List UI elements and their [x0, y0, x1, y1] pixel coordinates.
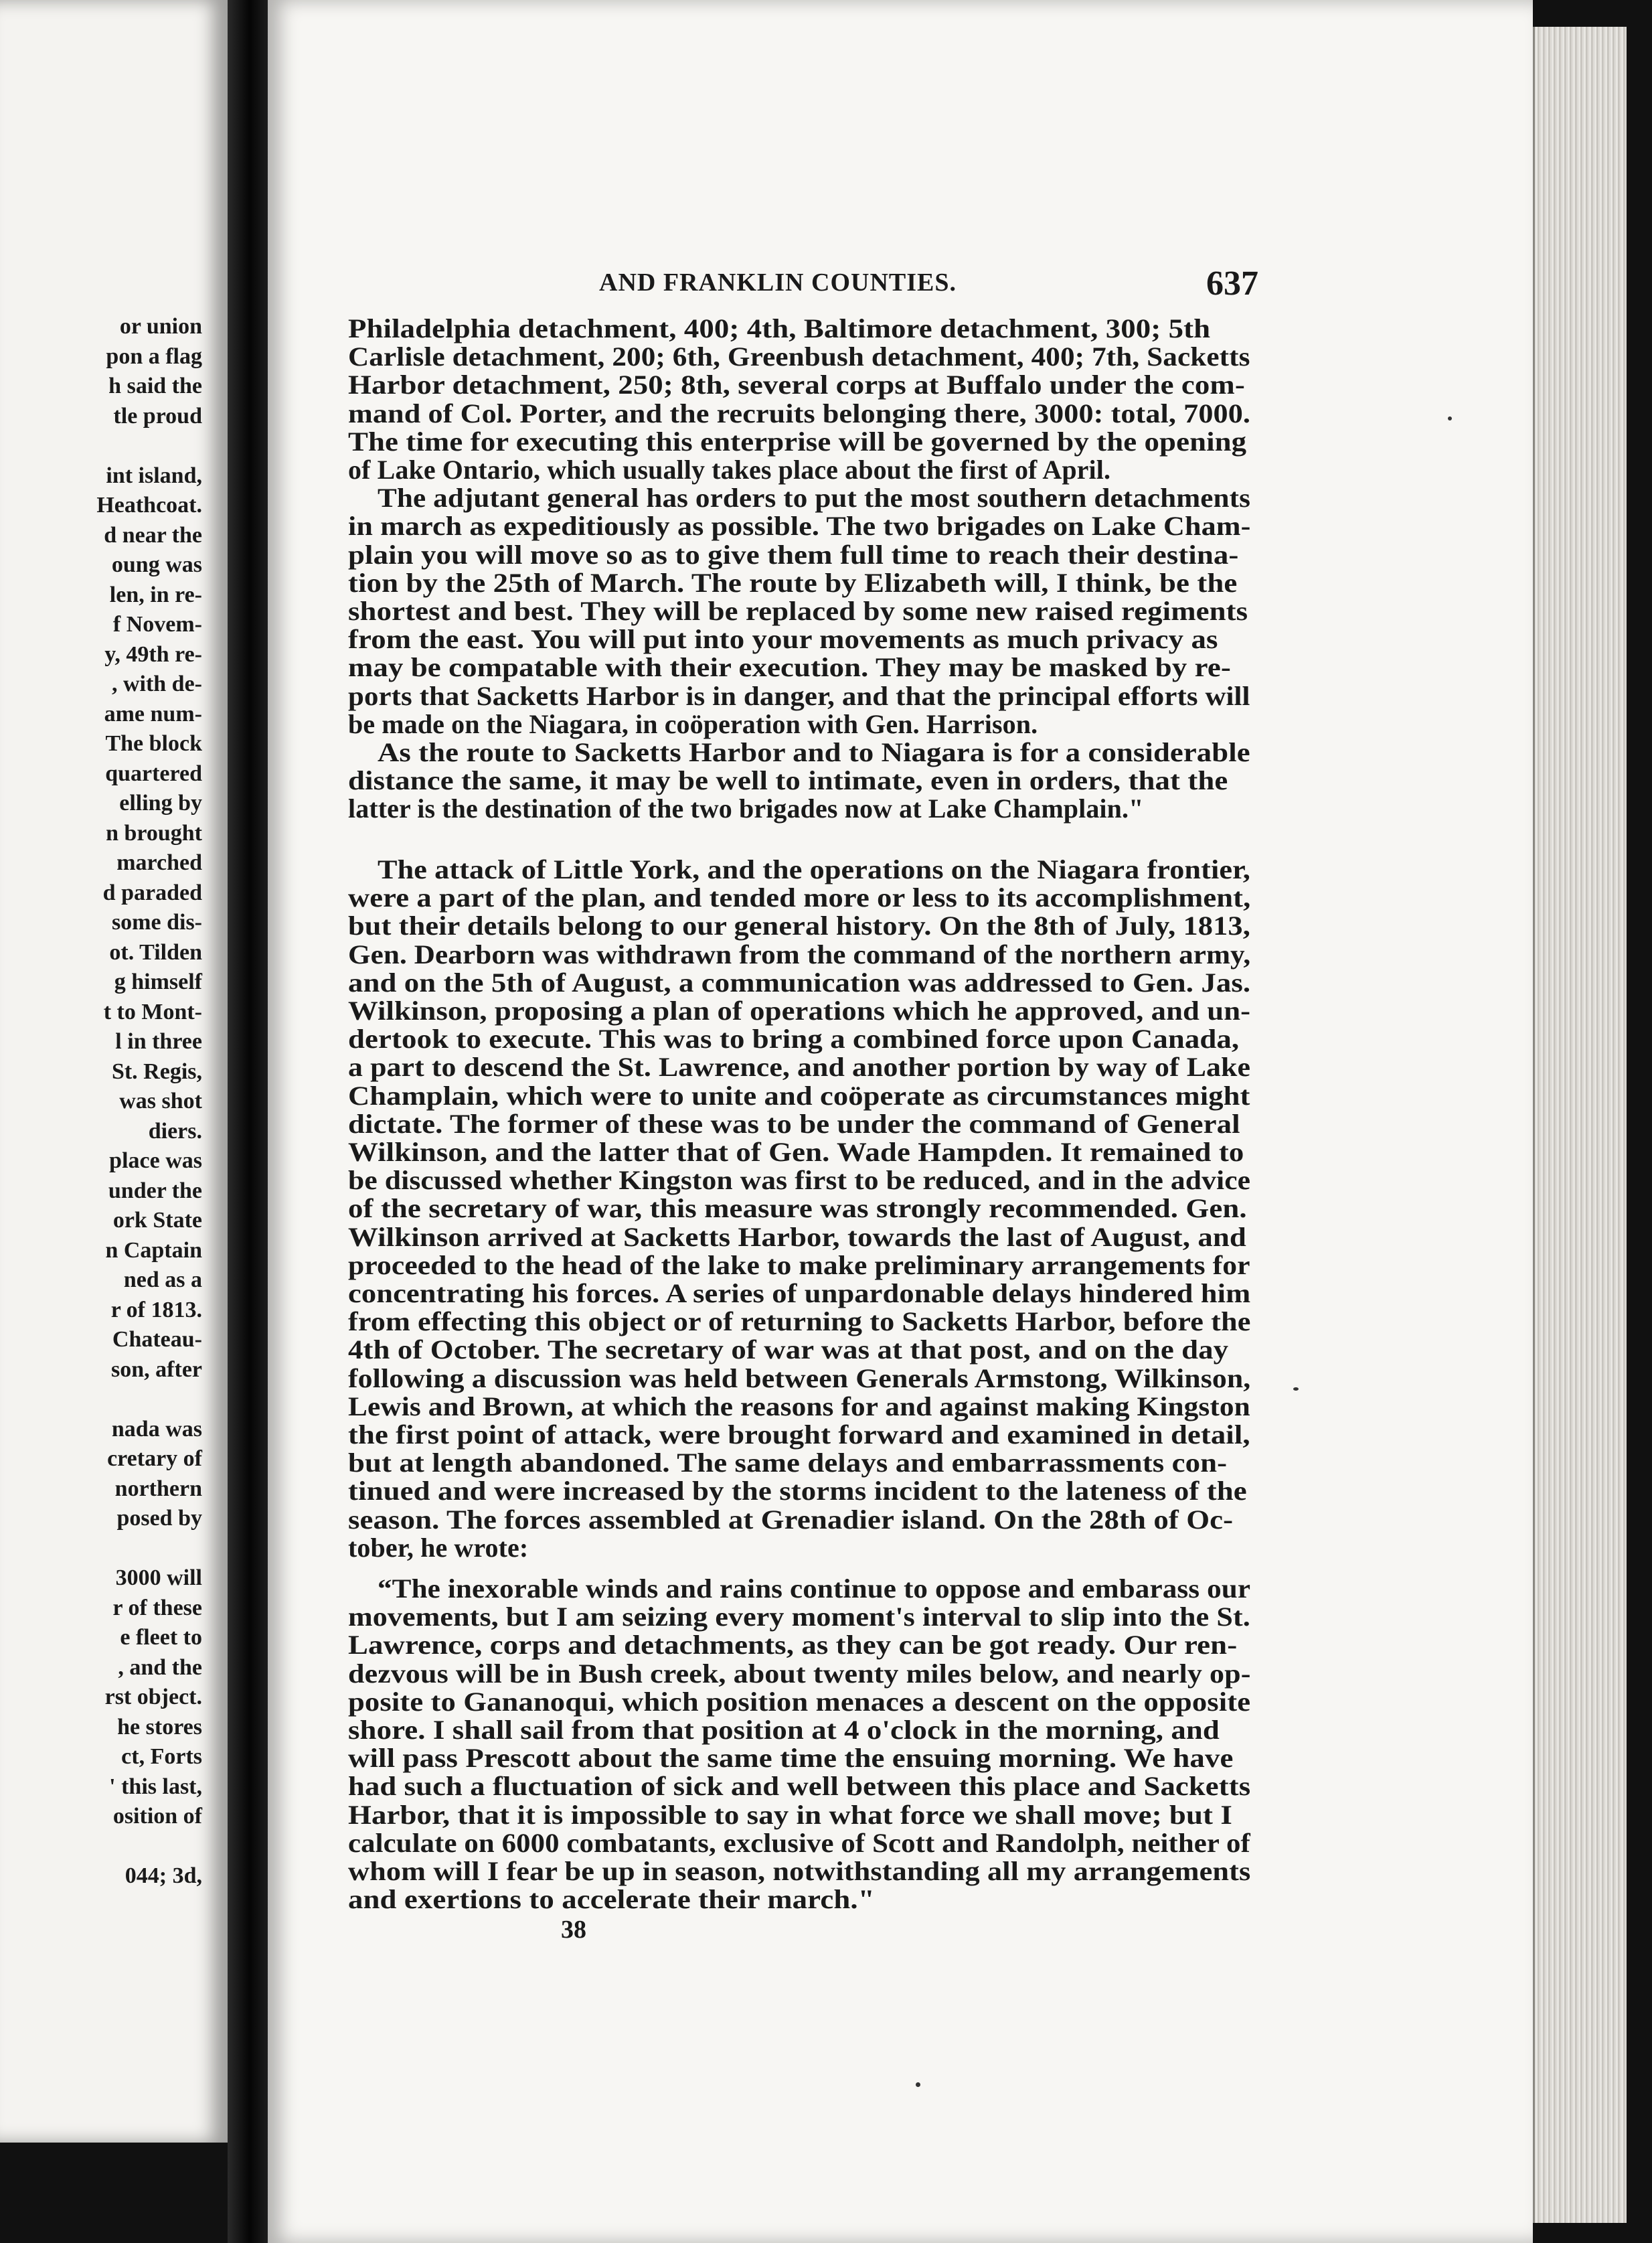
page-edges	[1533, 27, 1629, 2223]
text-line: The adjutant general has orders to put the most southern detachments	[378, 483, 1251, 513]
text-line: be discussed whether Kingston was first to be reduced, and in the advice	[348, 1165, 1251, 1195]
left-page-line: son, after	[111, 1357, 202, 1382]
text-line: but at length abandoned. The same delays and embarrassments con-	[348, 1448, 1228, 1478]
ink-speck	[916, 2082, 920, 2087]
text-line: from effecting this object or of returning to Sacketts Harbor, before the	[348, 1306, 1251, 1336]
left-page-line: n Captain	[105, 1238, 202, 1263]
left-page-line: 044; 3d,	[125, 1863, 202, 1888]
left-page-line: t to Mont-	[103, 1000, 202, 1024]
left-page-line: e fleet to	[120, 1625, 202, 1650]
text-line: plain you will move so as to give them full time to reach their destina-	[348, 540, 1239, 570]
text-line: Harbor detachment, 250; 8th, several corps at Buffalo under the com-	[348, 370, 1245, 400]
text-line: Lewis and Brown, at which the reasons for and against making Kingston	[348, 1391, 1250, 1421]
text-line: tinued and were increased by the storms incident to the lateness of the	[348, 1476, 1247, 1506]
left-page-line: he stores	[117, 1715, 202, 1739]
text-line: and on the 5th of August, a communication was addressed to Gen. Jas.	[348, 968, 1251, 998]
signature-mark: 38	[561, 1916, 586, 1944]
text-line: latter is the destination of the two brigades now at Lake Champlain."	[348, 793, 1144, 824]
left-page-line: St. Regis,	[111, 1059, 202, 1084]
left-page-line: posed by	[116, 1506, 202, 1531]
text-line: were a part of the plan, and tended more or less to its accomplishment,	[348, 882, 1251, 913]
text-line: may be compatable with their execution. They may be masked by re-	[348, 652, 1231, 682]
text-line: a part to descend the St. Lawrence, and another portion by way of Lake	[348, 1052, 1251, 1082]
text-line: shortest and best. They will be replaced by some new raised regiments	[348, 596, 1248, 626]
text-line: of the secretary of war, this measure was strongly recommended. Gen.	[348, 1193, 1247, 1223]
left-page-line: was shot	[119, 1089, 202, 1113]
left-page-line: tle proud	[113, 404, 202, 429]
text-line: dertook to execute. This was to bring a combined force upon Canada,	[348, 1024, 1240, 1054]
ink-speck	[1293, 1387, 1299, 1391]
left-page-line: or union	[119, 314, 202, 339]
left-page-line: under the	[108, 1178, 202, 1203]
left-page-line: osition of	[112, 1804, 202, 1829]
left-page-line: , with de-	[111, 672, 202, 696]
text-line: The time for executing this enterprise will be governed by the opening	[348, 427, 1247, 457]
left-page-line: place was	[109, 1148, 202, 1173]
left-page-line: len, in re-	[109, 583, 202, 607]
text-line: calculate on 6000 combatants, exclusive of Scott and Randolph, neither of	[348, 1828, 1250, 1858]
left-page-line: pon a flag	[106, 344, 202, 369]
left-page	[0, 0, 228, 2143]
text-line: mand of Col. Porter, and the recruits belonging there, 3000: total, 7000.	[348, 398, 1251, 429]
running-head: AND FRANKLIN COUNTIES.	[599, 268, 957, 297]
text-line: in march as expeditiously as possible. The two brigades on Lake Cham-	[348, 511, 1251, 541]
text-line: Gen. Dearborn was withdrawn from the command of the northern army,	[348, 939, 1251, 970]
text-line: Harbor, that it is impossible to say in what force we shall move; but I	[348, 1800, 1232, 1830]
left-page-line: g himself	[114, 970, 202, 994]
text-line: season. The forces assembled at Grenadier island. On the 28th of Oc-	[348, 1504, 1234, 1535]
text-line: posite to Gananoqui, which position menaces a descent on the opposite	[348, 1687, 1251, 1717]
text-line: concentrating his forces. A series of unpardonable delays hindered him	[348, 1278, 1251, 1308]
left-page-line: f Novem-	[112, 612, 202, 637]
left-page-line: int island,	[106, 463, 202, 488]
left-page-line: some dis-	[111, 910, 202, 935]
text-line: tober, he wrote:	[348, 1533, 529, 1563]
left-page-line: ct, Forts	[121, 1744, 202, 1769]
left-page-line: northern	[114, 1476, 202, 1501]
text-line: Lawrence, corps and detachments, as they can be got ready. Our ren-	[348, 1630, 1238, 1660]
text-line: distance the same, it may be well to intimate, even in orders, that the	[348, 765, 1228, 795]
text-line: proceeded to the head of the lake to make preliminary arrangements for	[348, 1250, 1250, 1280]
text-line: movements, but I am seizing every moment's interval to slip into the St.	[348, 1602, 1250, 1632]
left-page-line: quartered	[105, 761, 202, 786]
book-gutter	[228, 0, 268, 2243]
left-page-line: d near the	[104, 523, 202, 548]
text-line: The attack of Little York, and the operations on the Niagara frontier,	[378, 854, 1250, 884]
left-page-line: ned as a	[123, 1267, 202, 1292]
left-page-line: h said the	[108, 374, 202, 398]
left-page-line: Chateau-	[112, 1327, 202, 1352]
text-line: will pass Prescott about the same time the ensuing morning. We have	[348, 1743, 1234, 1773]
text-line: and exertions to accelerate their march."	[348, 1884, 875, 1914]
left-page-line: ame num-	[104, 702, 202, 726]
page-number: 637	[1206, 264, 1258, 303]
left-page-line: oung was	[111, 552, 202, 577]
text-line: Champlain, which were to unite and coöperate as circumstances might	[348, 1081, 1250, 1111]
ink-speck	[1448, 416, 1452, 420]
text-line: be made on the Niagara, in coöperation with Gen. Harrison.	[348, 709, 1038, 739]
left-page-line: elling by	[119, 791, 202, 816]
text-line: dezvous will be in Bush creek, about twenty miles below, and nearly op-	[348, 1658, 1251, 1689]
left-page-line: l in three	[115, 1029, 202, 1054]
left-page-line: ork State	[112, 1208, 202, 1233]
text-line: tion by the 25th of March. The route by Elizabeth will, I think, be the	[348, 568, 1238, 598]
left-page-line: marched	[116, 850, 202, 875]
text-line: from the east. You will put into your movements as much privacy as	[348, 624, 1218, 654]
text-line: 4th of October. The secretary of war was at that post, and on the day	[348, 1334, 1229, 1365]
text-line: following a discussion was held between Generals Armstong, Wilkinson,	[348, 1363, 1251, 1393]
left-page-line: nada was	[111, 1417, 202, 1442]
left-page-line: n brought	[106, 821, 202, 846]
left-page-line: r of these	[112, 1596, 202, 1620]
text-line: Wilkinson, proposing a plan of operations which he approved, and un-	[348, 996, 1251, 1026]
text-line: dictate. The former of these was to be under the command of General	[348, 1109, 1240, 1139]
text-line: had such a fluctuation of sick and well between this place and Sacketts	[348, 1771, 1251, 1801]
left-page-line: 3000 will	[115, 1565, 202, 1590]
left-page-line: , and the	[118, 1655, 202, 1680]
background-edge	[1627, 0, 1652, 2243]
text-line: shore. I shall sail from that position at 4 o'clock in the morning, and	[348, 1715, 1220, 1745]
text-line: of Lake Ontario, which usually takes place about the first of April.	[348, 455, 1111, 485]
text-line: “The inexorable winds and rains continue to oppose and embarass our	[378, 1573, 1251, 1604]
text-line: Carlisle detachment, 200; 6th, Greenbush detachment, 400; 7th, Sacketts	[348, 341, 1250, 372]
text-line: Philadelphia detachment, 400; 4th, Baltimore detachment, 300; 5th	[348, 313, 1211, 343]
left-page-line: y, 49th re-	[104, 642, 202, 667]
text-line: As the route to Sacketts Harbor and to Niagara is for a considerable	[378, 737, 1250, 767]
left-page-line: Heathcoat.	[96, 493, 202, 518]
text-line: Wilkinson, and the latter that of Gen. Wade Hampden. It remained to	[348, 1137, 1244, 1167]
text-line: but their details belong to our general history. On the 8th of July, 1813,	[348, 911, 1250, 941]
text-line: ports that Sacketts Harbor is in danger, and that the principal efforts will	[348, 681, 1250, 711]
left-page-line: ot. Tilden	[109, 940, 202, 965]
text-line: whom will I fear be up in season, notwithstanding all my arrangements	[348, 1856, 1251, 1886]
page-header	[331, 264, 1258, 308]
left-page-line: diers.	[148, 1119, 202, 1144]
left-page-line: rst object.	[104, 1685, 202, 1709]
text-line: Wilkinson arrived at Sacketts Harbor, towards the last of August, and	[348, 1222, 1246, 1252]
text-line: the first point of attack, were brought forward and examined in detail,	[348, 1419, 1250, 1450]
left-page-line: ' this last,	[109, 1774, 202, 1799]
left-page-line: cretary of	[107, 1446, 202, 1471]
left-page-line: r of 1813.	[110, 1298, 202, 1322]
left-page-line: The block	[105, 731, 202, 756]
left-page-line: d paraded	[102, 880, 202, 905]
